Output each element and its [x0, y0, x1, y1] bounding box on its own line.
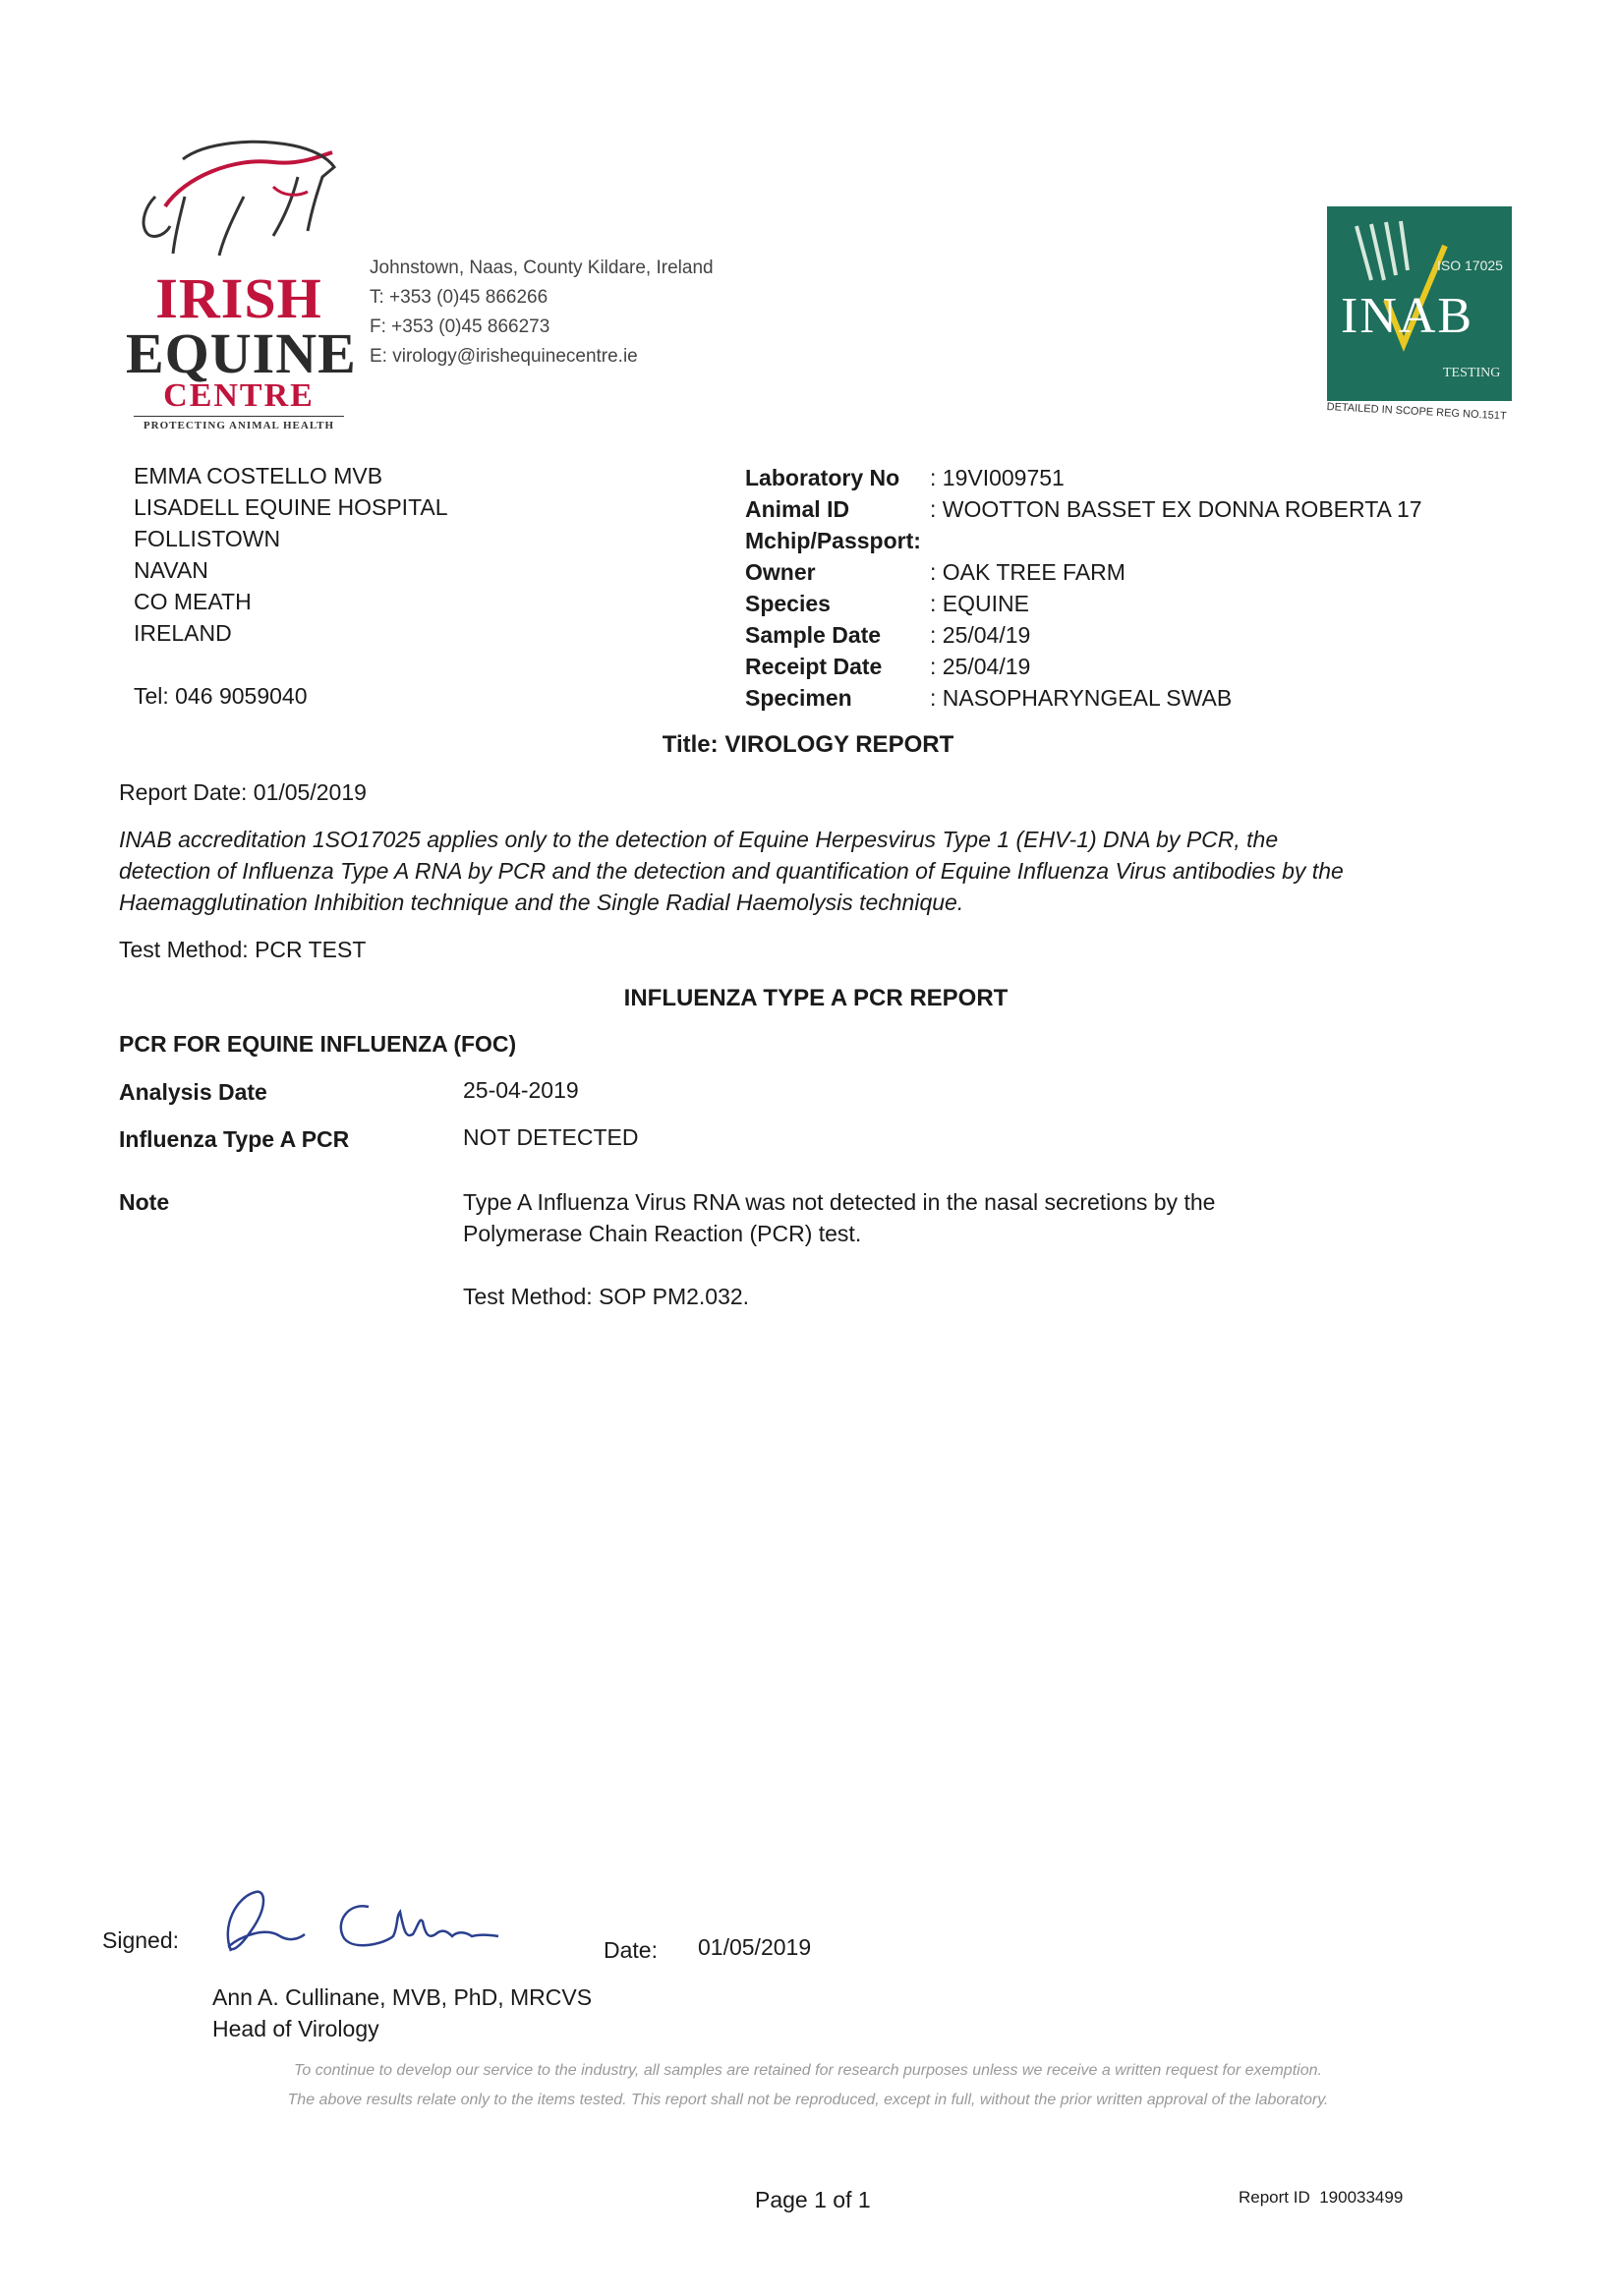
report-id-label: Report ID [1239, 2188, 1310, 2207]
result-label: Influenza Type A PCR [119, 1126, 350, 1152]
report-date: Report Date: 01/05/2019 [119, 779, 367, 805]
logo-word-irish: IRISH [155, 266, 322, 330]
detail-label: Species [745, 591, 831, 616]
report-id [1239, 2188, 1403, 2208]
recipient-line: NAVAN [134, 557, 208, 583]
page-number: Page 1 of 1 [755, 2187, 871, 2212]
accreditation-note-line: INAB accreditation 1SO17025 applies only to the detection of Equine Herpesvirus Type 1 (EHV-1) DNA by PCR, the [119, 827, 1279, 852]
detail-value: : OAK TREE FARM [930, 559, 1125, 585]
recipient-line: LISADELL EQUINE HOSPITAL [134, 494, 448, 520]
accreditation-note-line: detection of Influenza Type A RNA by PCR and the detection and quantification of Equine Influenza Virus antibodies by the [119, 858, 1344, 884]
inab-accreditation-badge [1327, 206, 1514, 423]
badge-background [1327, 206, 1512, 401]
note-method: Test Method: SOP PM2.032. [463, 1284, 750, 1309]
note-line: Type A Influenza Virus RNA was not detected in the nasal secretions by the [463, 1189, 1216, 1215]
detail-value: : 25/04/19 [930, 622, 1031, 648]
recipient-line: FOLLISTOWN [134, 526, 281, 551]
recipient-line: CO MEATH [134, 589, 252, 614]
analysis-date-label: Analysis Date [119, 1079, 267, 1105]
badge-testing: TESTING [1443, 366, 1501, 380]
test-method: Test Method: PCR TEST [119, 937, 367, 962]
lab-email: E: virology@irishequinecentre.ie [370, 346, 638, 367]
date-label: Date: [604, 1937, 658, 1963]
detail-value: : WOOTTON BASSET EX DONNA ROBERTA 17 [930, 496, 1422, 522]
recipient-tel: Tel: 046 9059040 [134, 683, 308, 709]
recipient-line: IRELAND [134, 620, 232, 646]
logo-tagline: PROTECTING ANIMAL HEALTH [134, 416, 344, 431]
detail-label: Animal ID [745, 496, 850, 522]
logo-word-centre: CENTRE [163, 377, 315, 414]
accreditation-note-line: Haemagglutination Inhibition technique and the Single Radial Haemolysis technique. [119, 890, 964, 915]
detail-label: Receipt Date [745, 654, 883, 679]
badge-inab: INAB [1341, 288, 1474, 344]
detail-value: : 25/04/19 [930, 654, 1031, 679]
detail-value: : 19VI009751 [930, 465, 1065, 490]
signature-date: 01/05/2019 [698, 1934, 812, 1960]
analysis-date-value: 25-04-2019 [463, 1077, 579, 1103]
recipient-line: EMMA COSTELLO MVB [134, 463, 383, 488]
detail-value: : NASOPHARYNGEAL SWAB [930, 685, 1233, 711]
signatory-role: Head of Virology [212, 2016, 379, 2041]
detail-value: : EQUINE [930, 591, 1029, 616]
lab-phone: T: +353 (0)45 866266 [370, 287, 548, 308]
subsection-title: PCR FOR EQUINE INFLUENZA (FOC) [119, 1031, 517, 1057]
detail-label: Laboratory No [745, 465, 900, 490]
irish-equine-centre-logo [126, 138, 357, 432]
note-line: Polymerase Chain Reaction (PCR) test. [463, 1221, 862, 1246]
result-value: NOT DETECTED [463, 1124, 639, 1150]
badge-scope: DETAILED IN SCOPE REG NO.151T [1326, 401, 1507, 423]
lab-fax: F: +353 (0)45 866273 [370, 316, 550, 337]
logo-word-equine: EQUINE [126, 321, 357, 385]
detail-label: Sample Date [745, 622, 882, 648]
horse-icon [126, 138, 352, 270]
footer-notice: To continue to develop our service to the industry, all samples are retained for research purposes unless we receive a written request for exemption. [294, 2062, 1322, 2079]
report-id-value: 190033499 [1319, 2188, 1404, 2207]
lab-address: Johnstown, Naas, County Kildare, Ireland [370, 258, 714, 278]
signature-icon [211, 1877, 516, 1966]
signatory-name: Ann A. Cullinane, MVB, PhD, MRCVS [212, 1984, 593, 2010]
footer-notice: The above results relate only to the items tested. This report shall not be reproduced, except in full, without the prior written approval of the laboratory. [287, 2092, 1329, 2108]
detail-label: Owner [745, 559, 816, 585]
detail-label: Specimen [745, 685, 852, 711]
detail-label: Mchip/Passport: [745, 528, 921, 553]
note-label: Note [119, 1189, 170, 1215]
badge-iso: ISO 17025 [1437, 258, 1503, 273]
section-title: INFLUENZA TYPE A PCR REPORT [623, 985, 1009, 1011]
signed-label: Signed: [102, 1927, 180, 1953]
report-title: Title: VIROLOGY REPORT [662, 731, 954, 758]
